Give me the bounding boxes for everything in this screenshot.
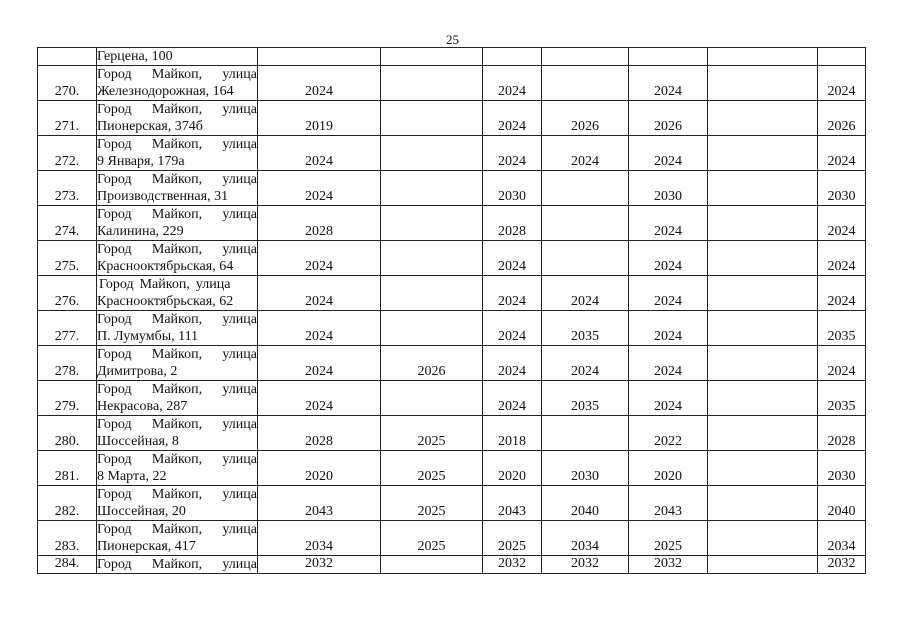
value-cell [381,276,483,311]
address-line-1 [97,486,257,503]
value-cell [708,136,818,171]
table-row [38,48,866,66]
value-cell [381,171,483,206]
value-cell [708,48,818,66]
address-line-2: 8 Марта, 22 [97,469,167,484]
table-row [38,521,866,556]
value-cell: 2028 [258,416,381,451]
address-word: Город [97,382,132,397]
table-row [38,381,866,416]
value-cell [708,206,818,241]
value-cell: 2024 [258,311,381,346]
address-line-1 [97,171,257,188]
value-cell: 2040 [542,486,629,521]
page-number: 25 [446,32,459,47]
value-cell: 2024 [483,381,542,416]
address-line-1 [97,381,257,398]
table-row [38,101,866,136]
table-row [38,556,866,574]
table-row [38,416,866,451]
value-cell [708,276,818,311]
value-cell: 2024 [258,346,381,381]
row-number-cell: 282. [38,486,97,521]
address-line-2: 9 Января, 179а [97,154,185,169]
address-line-1 [97,206,257,223]
address-word: Майкоп, [151,102,203,117]
address-line-1 [97,521,257,538]
value-cell: 2032 [629,556,708,574]
value-cell: 2024 [483,136,542,171]
row-number-cell: 278. [38,346,97,381]
value-cell [708,101,818,136]
address-word: улица [222,312,257,327]
value-cell: 2024 [542,136,629,171]
table-row [38,276,866,311]
address-line-2: Производственная, 31 [97,189,229,204]
value-cell: 2022 [629,416,708,451]
value-cell [818,48,866,66]
row-number-cell: 272. [38,136,97,171]
value-cell: 2030 [483,171,542,206]
address-word: улица [222,102,257,117]
address-word: Майкоп, [151,522,203,537]
table-row [38,171,866,206]
value-cell: 2026 [629,101,708,136]
address-word: Город [97,522,132,537]
value-cell: 2030 [629,171,708,206]
value-cell: 2024 [258,276,381,311]
value-cell: 2032 [818,556,866,574]
value-cell [708,451,818,486]
table-row [38,136,866,171]
value-cell: 2034 [258,521,381,556]
value-cell: 2024 [258,171,381,206]
address-word: Город [97,557,132,572]
address-line-1 [97,311,257,328]
address-word: Город [97,347,132,362]
address-cell [97,381,258,416]
value-cell: 2024 [629,311,708,346]
value-cell: 2024 [629,276,708,311]
value-cell: 2035 [542,311,629,346]
value-cell: 2035 [818,381,866,416]
row-number-cell: 281. [38,451,97,486]
address-word: Майкоп, [151,172,203,187]
value-cell [381,206,483,241]
address-cell [97,556,258,574]
address-word: Город [97,242,132,257]
value-cell: 2026 [542,101,629,136]
value-cell [542,171,629,206]
address-cell [97,311,258,346]
value-cell [381,136,483,171]
value-cell: 2025 [381,521,483,556]
value-cell [483,48,542,66]
value-cell [629,48,708,66]
value-cell [381,66,483,101]
value-cell [381,48,483,66]
value-cell: 2026 [381,346,483,381]
address-cell [97,451,258,486]
value-cell [381,241,483,276]
value-cell: 2043 [629,486,708,521]
value-cell: 2025 [381,486,483,521]
address-word: улица [222,557,257,572]
value-cell: 2024 [629,136,708,171]
value-cell: 2030 [818,451,866,486]
address-word: улица [222,172,257,187]
address-cell [97,66,258,101]
value-cell [381,311,483,346]
table-row [38,66,866,101]
address-word: улица [222,452,257,467]
address-word: Майкоп, [151,312,203,327]
value-cell [708,521,818,556]
value-cell: 2024 [258,241,381,276]
address-word: Майкоп, [151,452,203,467]
value-cell: 2024 [542,276,629,311]
value-cell: 2024 [629,206,708,241]
value-cell [708,241,818,276]
row-number-cell: 271. [38,101,97,136]
address-cell [97,416,258,451]
value-cell: 2028 [258,206,381,241]
value-cell [542,416,629,451]
row-number-cell: 284. [38,556,97,574]
value-cell: 2024 [818,241,866,276]
value-cell: 2028 [818,416,866,451]
address-line-2: П. Лумумбы, 111 [97,329,199,344]
table-row [38,486,866,521]
address-word: Майкоп, [151,242,203,257]
address-line-1 [97,136,257,153]
value-cell: 2025 [381,451,483,486]
address-word: Майкоп, [151,417,203,432]
address-line-1 [97,346,257,363]
address-cell [97,521,258,556]
value-cell [542,241,629,276]
value-cell: 2025 [483,521,542,556]
row-number-cell: 273. [38,171,97,206]
value-cell [708,311,818,346]
address-cell [97,171,258,206]
value-cell [381,381,483,416]
address-word: Майкоп, [151,207,203,222]
address-cell [97,101,258,136]
value-cell: 2024 [629,346,708,381]
value-cell: 2035 [818,311,866,346]
address-word: улица [195,277,231,292]
value-cell: 2032 [542,556,629,574]
address-line-1 [97,101,257,118]
row-number-cell: 277. [38,311,97,346]
value-cell: 2024 [483,311,542,346]
address-word: Майкоп, [139,277,190,292]
value-cell: 2024 [629,381,708,416]
value-cell: 2043 [258,486,381,521]
address-word: Город [97,452,132,467]
value-cell: 2034 [818,521,866,556]
value-cell [708,486,818,521]
value-cell [542,66,629,101]
address-word: Город [97,207,132,222]
address-line-1 [97,556,257,573]
address-line-1 [97,276,257,293]
address-cell: Герцена, 100 [97,48,258,66]
value-cell: 2034 [542,521,629,556]
row-number-cell: 274. [38,206,97,241]
address-word: Город [97,102,132,117]
address-line-2: Шоссейная, 8 [97,434,179,449]
value-cell: 2024 [483,101,542,136]
row-number-cell: 275. [38,241,97,276]
value-cell: 2024 [483,66,542,101]
address-word: улица [222,242,257,257]
address-word: Город [99,277,134,292]
value-cell [708,66,818,101]
value-cell: 2035 [542,381,629,416]
value-cell [708,171,818,206]
address-word: улица [222,207,257,222]
address-line-2: Калинина, 229 [97,224,184,239]
address-cell [97,241,258,276]
value-cell: 2024 [818,346,866,381]
address-word: улица [222,522,257,537]
value-cell: 2018 [483,416,542,451]
row-number-cell: 270. [38,66,97,101]
value-cell: 2020 [258,451,381,486]
schedule-table [37,47,866,574]
address-word: улица [222,137,257,152]
address-word: Город [97,67,132,82]
address-word: Город [97,172,132,187]
address-line-2: Пионерская, 417 [97,539,196,554]
address-cell [97,276,258,311]
value-cell [708,556,818,574]
address-word: Город [97,417,132,432]
address-line-2: Пионерская, 374б [97,119,203,134]
value-cell: 2030 [542,451,629,486]
value-cell: 2028 [483,206,542,241]
address-word: улица [222,487,257,502]
value-cell: 2024 [258,136,381,171]
table-row [38,311,866,346]
value-cell: 2024 [818,136,866,171]
value-cell [381,101,483,136]
address-line-2: Краснооктябрьская, 64 [97,259,234,274]
address-word: Майкоп, [151,137,203,152]
address-line-1 [97,451,257,468]
value-cell: 2025 [381,416,483,451]
value-cell [708,416,818,451]
address-word: Майкоп, [151,67,203,82]
value-cell: 2026 [818,101,866,136]
address-line-2: Шоссейная, 20 [97,504,186,519]
row-number-cell: 279. [38,381,97,416]
value-cell: 2024 [818,66,866,101]
row-number-cell: 276. [38,276,97,311]
address-line-1 [97,416,257,433]
address-cell [97,346,258,381]
table-row [38,346,866,381]
value-cell: 2032 [483,556,542,574]
table-row [38,451,866,486]
value-cell: 2024 [818,206,866,241]
row-number-cell: 280. [38,416,97,451]
table-row [38,206,866,241]
value-cell: 2020 [629,451,708,486]
value-cell: 2030 [818,171,866,206]
row-number-cell [38,48,97,66]
value-cell: 2024 [629,66,708,101]
address-word: Майкоп, [151,347,203,362]
value-cell: 2024 [542,346,629,381]
address-word: улица [222,347,257,362]
address-cell [97,136,258,171]
value-cell: 2024 [629,241,708,276]
row-number-cell: 283. [38,521,97,556]
address-line-2: Железнодорожная, 164 [97,84,234,99]
address-line-2: Краснооктябрьская, 62 [97,294,234,309]
address-word: Майкоп, [151,487,203,502]
value-cell: 2024 [483,276,542,311]
value-cell: 2032 [258,556,381,574]
value-cell [542,206,629,241]
address-line-2: Димитрова, 2 [97,364,178,379]
value-cell: 2024 [818,276,866,311]
address-line-1 [97,241,257,258]
value-cell: 2020 [483,451,542,486]
value-cell [381,556,483,574]
address-word: Город [97,312,132,327]
address-word: улица [222,67,257,82]
value-cell: 2025 [629,521,708,556]
address-word: улица [222,382,257,397]
address-cell [97,486,258,521]
value-cell: 2024 [483,346,542,381]
value-cell: 2043 [483,486,542,521]
address-line-2: Некрасова, 287 [97,399,188,414]
value-cell: 2024 [483,241,542,276]
address-line-1 [97,66,257,83]
value-cell [258,48,381,66]
address-word: Город [97,487,132,502]
address-word: Майкоп, [151,382,203,397]
value-cell: 2040 [818,486,866,521]
value-cell: 2019 [258,101,381,136]
table-row [38,241,866,276]
value-cell [708,381,818,416]
value-cell: 2024 [258,66,381,101]
value-cell [708,346,818,381]
address-word: Город [97,137,132,152]
value-cell: 2024 [258,381,381,416]
address-word: улица [222,417,257,432]
address-cell [97,206,258,241]
address-word: Майкоп, [151,557,203,572]
value-cell [542,48,629,66]
